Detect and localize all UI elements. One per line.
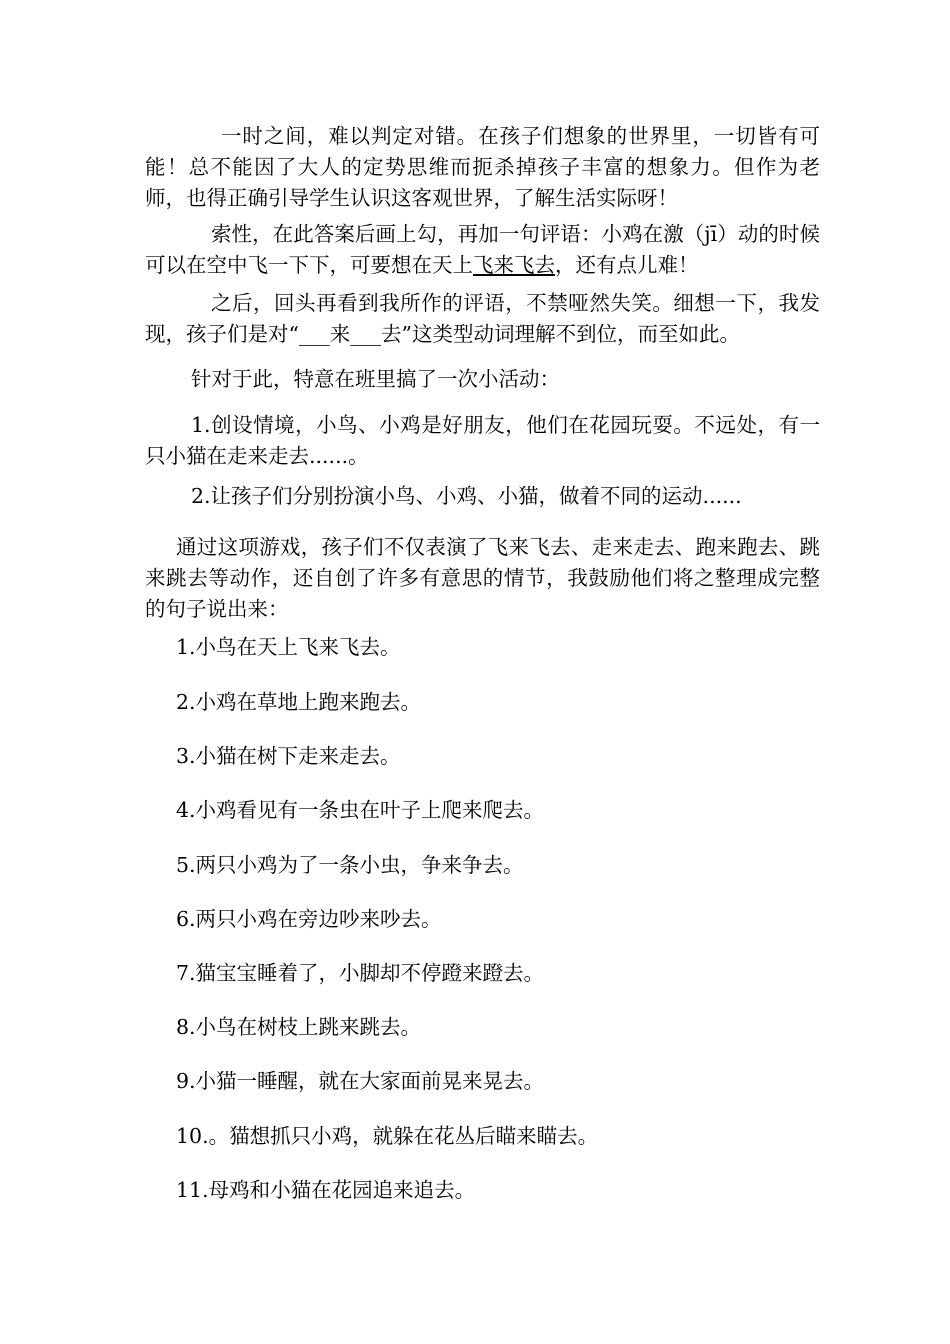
underlined-phrase: 飞来飞去 [473, 253, 555, 277]
paragraph-game-summary: 通过这项游戏，孩子们不仅表演了飞来飞去、走来走去、跑来跑去、跳来跳去等动作，还自创了许多有意思的情节，我鼓励他们将之整理成完整的句子说出来： [145, 535, 820, 621]
paragraph-reflection: 之后，回头再看到我所作的评语，不禁哑然失笑。细想一下，我发现，孩子们是对“___来___去”这类型动词理解不到位，而至如此。 [145, 291, 820, 346]
list-item: 9.小猫一睡醒，就在大家面前晃来晃去。 [176, 1069, 545, 1093]
list-item: 5.两只小鸡为了一条小虫，争来争去。 [176, 853, 524, 877]
paragraph-comment-text: 索性，在此答案后画上勾，再加一句评语：小鸡在激（jī）动的时候可以在空中飞一下下，可要想在天上 [145, 222, 820, 277]
list-item: 1.小鸟在天上飞来飞去。 [176, 635, 401, 659]
paragraph-comment [145, 219, 820, 281]
list-item: 4.小鸡看见有一条虫在叶子上爬来爬去。 [176, 798, 545, 822]
list-item: 8.小鸟在树枝上跳来跳去。 [176, 1015, 422, 1039]
list-item: 11.母鸡和小猫在花园追来追去。 [176, 1178, 476, 1202]
paragraph-activity-intro: 针对于此，特意在班里搞了一次小活动： [191, 367, 560, 391]
paragraph-judgement: 一时之间，难以判定对错。在孩子们想象的世界里，一切皆有可能！总不能因了大人的定势思维而扼杀掉孩子丰富的想象力。但作为老师，也得正确引导学生认识这客观世界，了解生活实际呀！ [145, 124, 820, 210]
paragraph-step-1: 1.创设情境，小鸟、小鸡是好朋友，他们在花园玩耍。不远处，有一只小猫在走来走去......。 [145, 413, 820, 468]
paragraph-step-2: 2.让孩子们分别扮演小鸟、小鸡、小猫，做着不同的运动...... [191, 484, 742, 508]
paragraph-comment-end: ，还有点儿难！ [555, 253, 699, 277]
list-item: 10.。猫想抓只小鸡，就躲在花丛后瞄来瞄去。 [176, 1124, 599, 1148]
list-item: 2.小鸡在草地上跑来跑去。 [176, 690, 422, 714]
list-item: 7.猫宝宝睡着了，小脚却不停蹬来蹬去。 [176, 961, 545, 985]
list-item: 3.小猫在树下走来走去。 [176, 744, 401, 768]
list-item: 6.两只小鸡在旁边吵来吵去。 [176, 907, 442, 931]
